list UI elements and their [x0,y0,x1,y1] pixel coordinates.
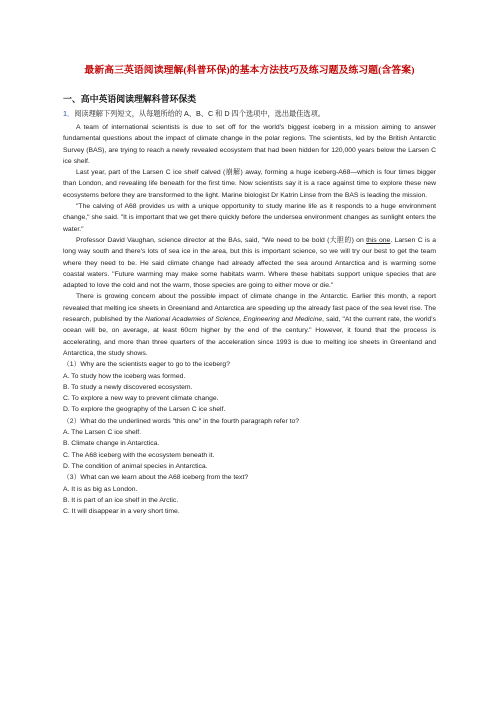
instruction [63,108,436,119]
question-3-option-c: C. It will disappear in a very short time. [63,508,180,516]
question-3-stem: （3）What can we learn about the A68 iceberg from the text? [63,474,249,482]
passage-paragraph-5 [63,291,436,359]
passage-paragraph-1: A team of international scientists is due to set off for the world's biggest iceberg in a mission aiming to answer fundamental questions about the impact of climate change in the polar regions. The scientists, led by the British Antarctic Survey (BAS), are trying to reach a newly revealed ecosystem that had been hidden for 120,000 years below the Larsen C ice shelf. [63,124,436,165]
document-title: 最新高三英语阅读理解(科普环保)的基本方法技巧及练习题及练习题(含答案) [84,65,415,76]
question-1-option-a: A. To study how the iceberg was formed. [63,372,186,380]
paragraph-5-end: , said, "At the current rate, the world's ocean will be, on average, at least 60cm higher by the end of the century." However, it found that the process is accelerating, and more than three quarters of the acceleration since 1993 is due to melting ice sheets in Greenland and Antarctica, the study shows. [63,316,436,357]
instruction-text: 阅读理解下列短文，从每题所给的 A、B、C 和 D 四个选项中，选出最佳选项。 [74,109,325,118]
question-2-stem: （2）What do the underlined words "this one" in the fourth paragraph refer to? [63,417,300,425]
question-number: 1． [63,109,75,118]
question-1-stem: （1）Why are the scientists eager to go to the iceberg? [63,361,230,369]
question-1-option-b: B. To study a newly discovered ecosystem. [63,383,193,391]
italic-source: National Academies of Science, Engineering and Medicine [145,316,323,324]
question-1-option-c: C. To explore a new way to prevent climate change. [63,395,219,403]
passage-paragraph-2: Last year, part of the Larsen C ice shelf calved (崩解) away, forming a huge iceberg-A68—which is four times bigger than London, and revealing life beneath for the first time. Now scientists say it is a race against time to explore these new ecosystems before they are transformed to the light. Marine biologist Dr Katrin Linse from the BAS is leading the mission. [63,169,436,199]
question-2-option-b: B. Climate change in Antarctica. [63,440,160,448]
underlined-phrase: this one [366,236,391,244]
paragraph-4-end: . Larsen C is a long way south and there's lots of sea ice in the area, but this is important science, so we will try our best to get the team where they need to be. He said climate change had already affected the sea around Antarctica and is warming some coastal waters. "Future warming may make some habitats warm. Where these habitats support unique species that are adapted to love the cold and not the warm, those species are going to either move or die." [63,236,436,290]
paragraph-5-start: There is growing concern about the possible impact of climate change in the Antarctic. Earlier this month, a report revealed that melting ice sheets in Greenland and Antarctica are speeding up the already fast pace of the sea level rise. The research, published by the [63,293,436,324]
question-2-option-c: C. The A68 iceberg with the ecosystem beneath it. [63,451,215,459]
passage-paragraph-3: "The calving of A68 provides us with a unique opportunity to study marine life as it responds to a huge environment change," she said. "It is important that we get there quickly before the undersea environment changes as sunlight enters the water." [63,203,436,233]
section-heading: 一、高中英语阅读理解科普环保类 [63,94,197,104]
paragraph-4-start: Professor David Vaughan, science director at the BAs, said, "We need to be bold (大胆的) on [76,236,367,244]
question-1-option-d: D. To explore the geography of the Larsen C ice shelf. [63,406,226,414]
question-2-option-a: A. The Larsen C ice shelf. [63,429,142,437]
question-3-option-a: A. It is as big as London. [63,485,138,493]
question-3-option-b: B. It is part of an ice shelf in the Arctic. [63,496,179,504]
passage-paragraph-4 [63,235,436,291]
question-2-option-d: D. The condition of animal species in Antarctica. [63,462,208,470]
